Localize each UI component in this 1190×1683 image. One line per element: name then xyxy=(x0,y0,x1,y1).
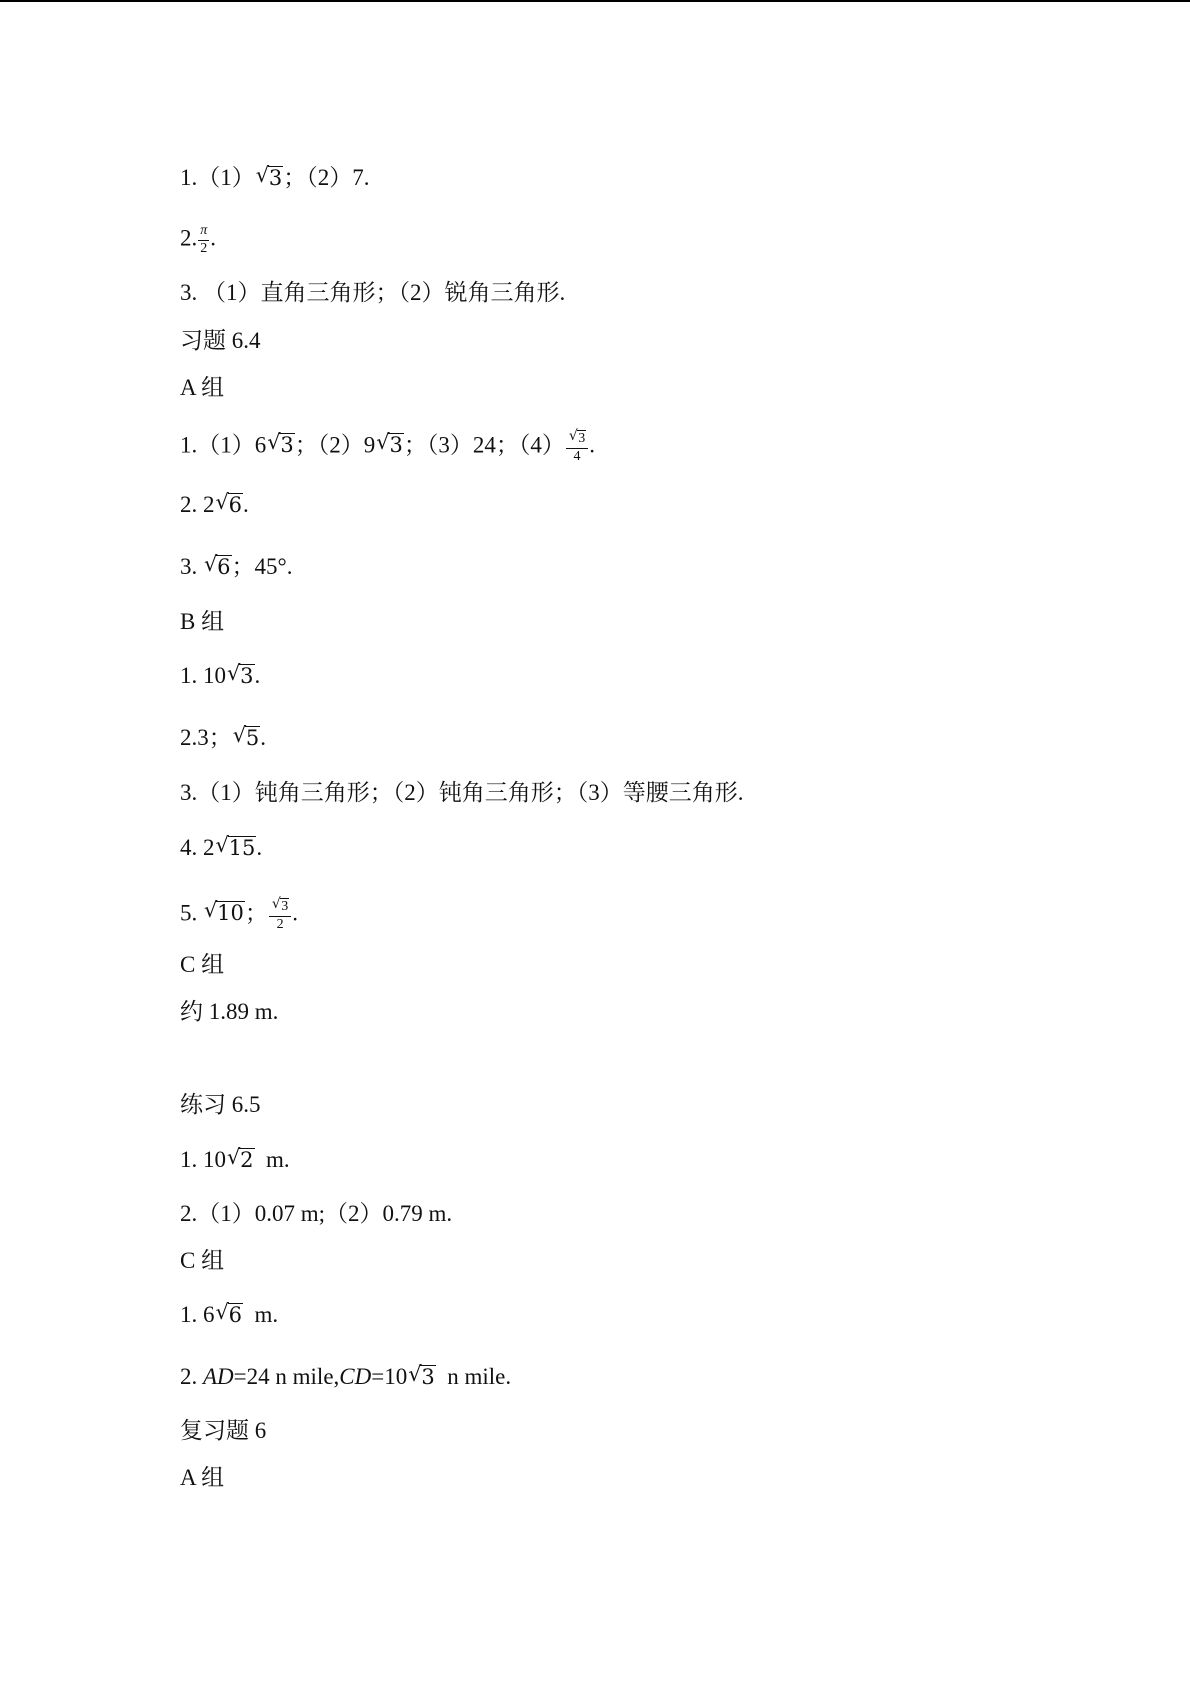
answer-line: 4. 2√ 15. xyxy=(180,836,262,859)
answer-line: 5. √ 10； √ $\frac{3}{2}$ . xyxy=(180,898,298,932)
sqrt-expression: √ 3 xyxy=(227,664,255,687)
sqrt-expression: √ 15 xyxy=(216,836,257,859)
group-heading: C 组 xyxy=(180,1248,225,1273)
answer-line: 2.3；√ 5. xyxy=(180,726,266,749)
group-heading: A 组 xyxy=(180,1465,225,1490)
answer-line: 3. √ 6；45°. xyxy=(180,555,293,578)
answer-line: 2. $\frac{\pi}{2}$ . xyxy=(180,223,217,256)
answer-line: 1. 6√ 6 m. xyxy=(180,1303,278,1326)
answer-line: 2. 2√ 6. xyxy=(180,493,249,516)
sqrt-expression: √ 6 xyxy=(216,493,244,516)
section-heading: 复习题 6 xyxy=(180,1418,267,1443)
fraction: √ $\frac{3}{4}$ xyxy=(566,430,588,464)
section-heading: 练习 6.5 xyxy=(180,1092,261,1117)
sqrt-expression: √ 3 xyxy=(256,166,284,189)
sqrt-expression: √ 3 xyxy=(267,433,295,456)
answer-line: 2.（1）0.07 m;（2）0.79 m. xyxy=(180,1201,453,1226)
sqrt-expression: √ 3 xyxy=(408,1365,436,1388)
page-top-border xyxy=(0,0,1190,2)
sqrt-expression: √ 6 xyxy=(216,1303,244,1326)
fraction: √ $\frac{3}{2}$ xyxy=(269,898,291,932)
section-heading: 习题 6.4 xyxy=(180,328,261,353)
sqrt-expression: √ 6 xyxy=(204,555,232,578)
group-heading: B 组 xyxy=(180,609,225,634)
sqrt-expression: √ 2 xyxy=(227,1148,255,1171)
group-heading: C 组 xyxy=(180,952,225,977)
answer-line: 约 1.89 m. xyxy=(180,999,279,1024)
group-heading: A 组 xyxy=(180,375,225,400)
answer-line: 1.（1）6√ 3；（2）9√ 3；（3）24；（4） √ $\frac{3}{4}$ . xyxy=(180,430,595,464)
sqrt-expression: √ 5 xyxy=(233,726,261,749)
answer-line: 1.（1）√ 3；（2）7. xyxy=(180,166,370,189)
answer-line: 2. AD=24 n mile,CD=10√ 3 n mile. xyxy=(180,1365,511,1388)
fraction: $\frac{\pi}{2}$ xyxy=(200,223,208,256)
answer-line: 1. 10√ 2 m. xyxy=(180,1148,290,1171)
sqrt-expression: √ 3 xyxy=(376,433,404,456)
answer-line: 1. 10√ 3. xyxy=(180,664,260,687)
answer-line: 3. （1）直角三角形；（2）锐角三角形. xyxy=(180,280,566,305)
sqrt-expression: √ 10 xyxy=(204,901,245,924)
answer-line: 3.（1）钝角三角形；（2）钝角三角形；（3）等腰三角形. xyxy=(180,780,744,805)
